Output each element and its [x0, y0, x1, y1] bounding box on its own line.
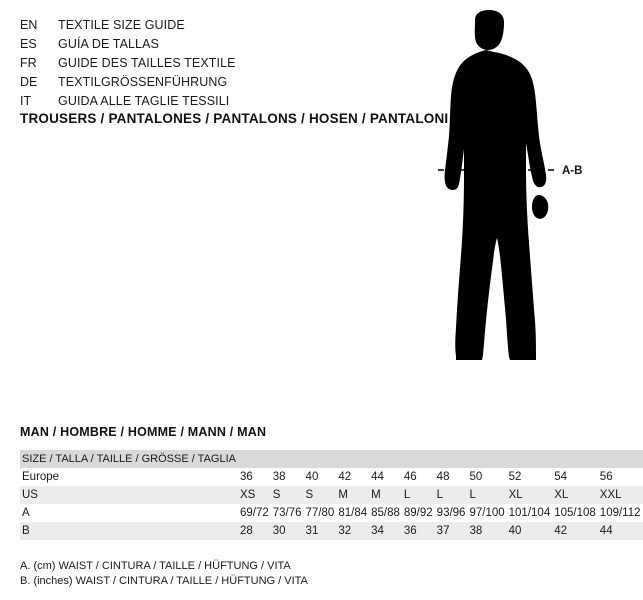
note-b: B. (inches) WAIST / CINTURA / TAILLE / HÜFTUNG / VITA [20, 575, 308, 587]
table-cell: 105/108 [554, 507, 596, 519]
table-cell: L [467, 486, 506, 504]
table-cell: 73/76 [272, 507, 302, 519]
table-cell: XXL [598, 486, 643, 504]
table-cell: 81/84 [338, 507, 368, 519]
language-title: GUIDA ALLE TAGLIE TESSILI [58, 94, 230, 108]
language-row [20, 16, 360, 35]
table-cell: 42 [338, 471, 352, 483]
row-label-b: B [20, 522, 238, 540]
table-cell: M [369, 486, 402, 504]
table-cell: XL [552, 486, 598, 504]
table-row-header [20, 450, 643, 468]
table-cell: 46 [403, 471, 417, 483]
table-row [20, 504, 643, 522]
measurement-label-ab: A-B [562, 165, 583, 177]
measurement-notes [20, 559, 308, 589]
table-row [20, 486, 643, 504]
table-cell: L [402, 486, 435, 504]
table-cell: 40 [507, 522, 553, 540]
row-label-europe: Europe [22, 471, 60, 483]
table-cell: 40 [305, 471, 319, 483]
table-cell: 97/100 [469, 507, 505, 519]
table-cell: 44 [371, 471, 384, 483]
table-cell: 85/88 [371, 507, 400, 519]
table-cell: 42 [552, 522, 598, 540]
table-cell: 44 [598, 522, 643, 540]
row-label-a: A [22, 507, 30, 519]
language-code: IT [20, 94, 32, 108]
table-cell: S [271, 486, 304, 504]
language-code: DE [20, 75, 38, 89]
language-code: FR [20, 56, 37, 70]
language-title: GUIDE DES TAILLES TEXTILE [58, 56, 236, 70]
table-row [20, 468, 643, 486]
table-cell: 56 [599, 471, 613, 483]
language-title: GUÍA DE TALLAS [58, 37, 159, 51]
table-cell: 89/92 [403, 507, 433, 519]
table-cell: 36 [402, 522, 435, 540]
table-cell: 48 [436, 471, 450, 483]
language-row [20, 92, 360, 111]
table-cell: 101/104 [508, 507, 551, 519]
table-cell: 38 [467, 522, 506, 540]
language-code: ES [20, 37, 37, 51]
language-row [20, 54, 360, 73]
gender-section-heading: MAN / HOMBRE / HOMME / MANN / MAN [20, 425, 267, 439]
table-cell: XS [238, 486, 271, 504]
table-cell: 31 [304, 522, 337, 540]
language-list [20, 16, 360, 111]
size-header-label: SIZE / TALLA / TAILLE / GRÖSSE / TAGLIA [20, 450, 238, 468]
table-cell: 93/96 [436, 507, 466, 519]
language-code: EN [20, 18, 38, 32]
table-cell: 32 [336, 522, 369, 540]
man-silhouette-icon [400, 10, 590, 410]
language-row [20, 35, 360, 54]
table-cell: 36 [239, 471, 253, 483]
size-table [20, 450, 643, 540]
garment-type-heading: TROUSERS / PANTALONES / PANTALONS / HOSEN / PANTALONI [20, 111, 449, 126]
table-cell: 50 [469, 471, 483, 483]
language-title: TEXTILGRÖSSENFÜHRUNG [58, 75, 228, 89]
row-label-us: US [20, 486, 238, 504]
table-cell: 30 [271, 522, 304, 540]
table-cell: 37 [435, 522, 468, 540]
table-cell: 77/80 [305, 507, 335, 519]
table-cell: 34 [369, 522, 402, 540]
table-cell: S [304, 486, 337, 504]
note-a: A. (cm) WAIST / CINTURA / TAILLE / HÜFTUNG / VITA [20, 560, 291, 572]
table-cell: 69/72 [239, 507, 269, 519]
table-cell: 54 [554, 471, 568, 483]
table-cell: XL [507, 486, 553, 504]
language-title: TEXTILE SIZE GUIDE [58, 18, 185, 32]
table-cell: M [336, 486, 369, 504]
table-cell: L [435, 486, 468, 504]
language-row [20, 73, 360, 92]
figure-illustration [400, 10, 590, 410]
table-cell: 109/112 [599, 507, 641, 519]
table-cell: 52 [508, 471, 522, 483]
table-row [20, 522, 643, 540]
table-cell: 38 [272, 471, 286, 483]
table-cell: 28 [238, 522, 271, 540]
